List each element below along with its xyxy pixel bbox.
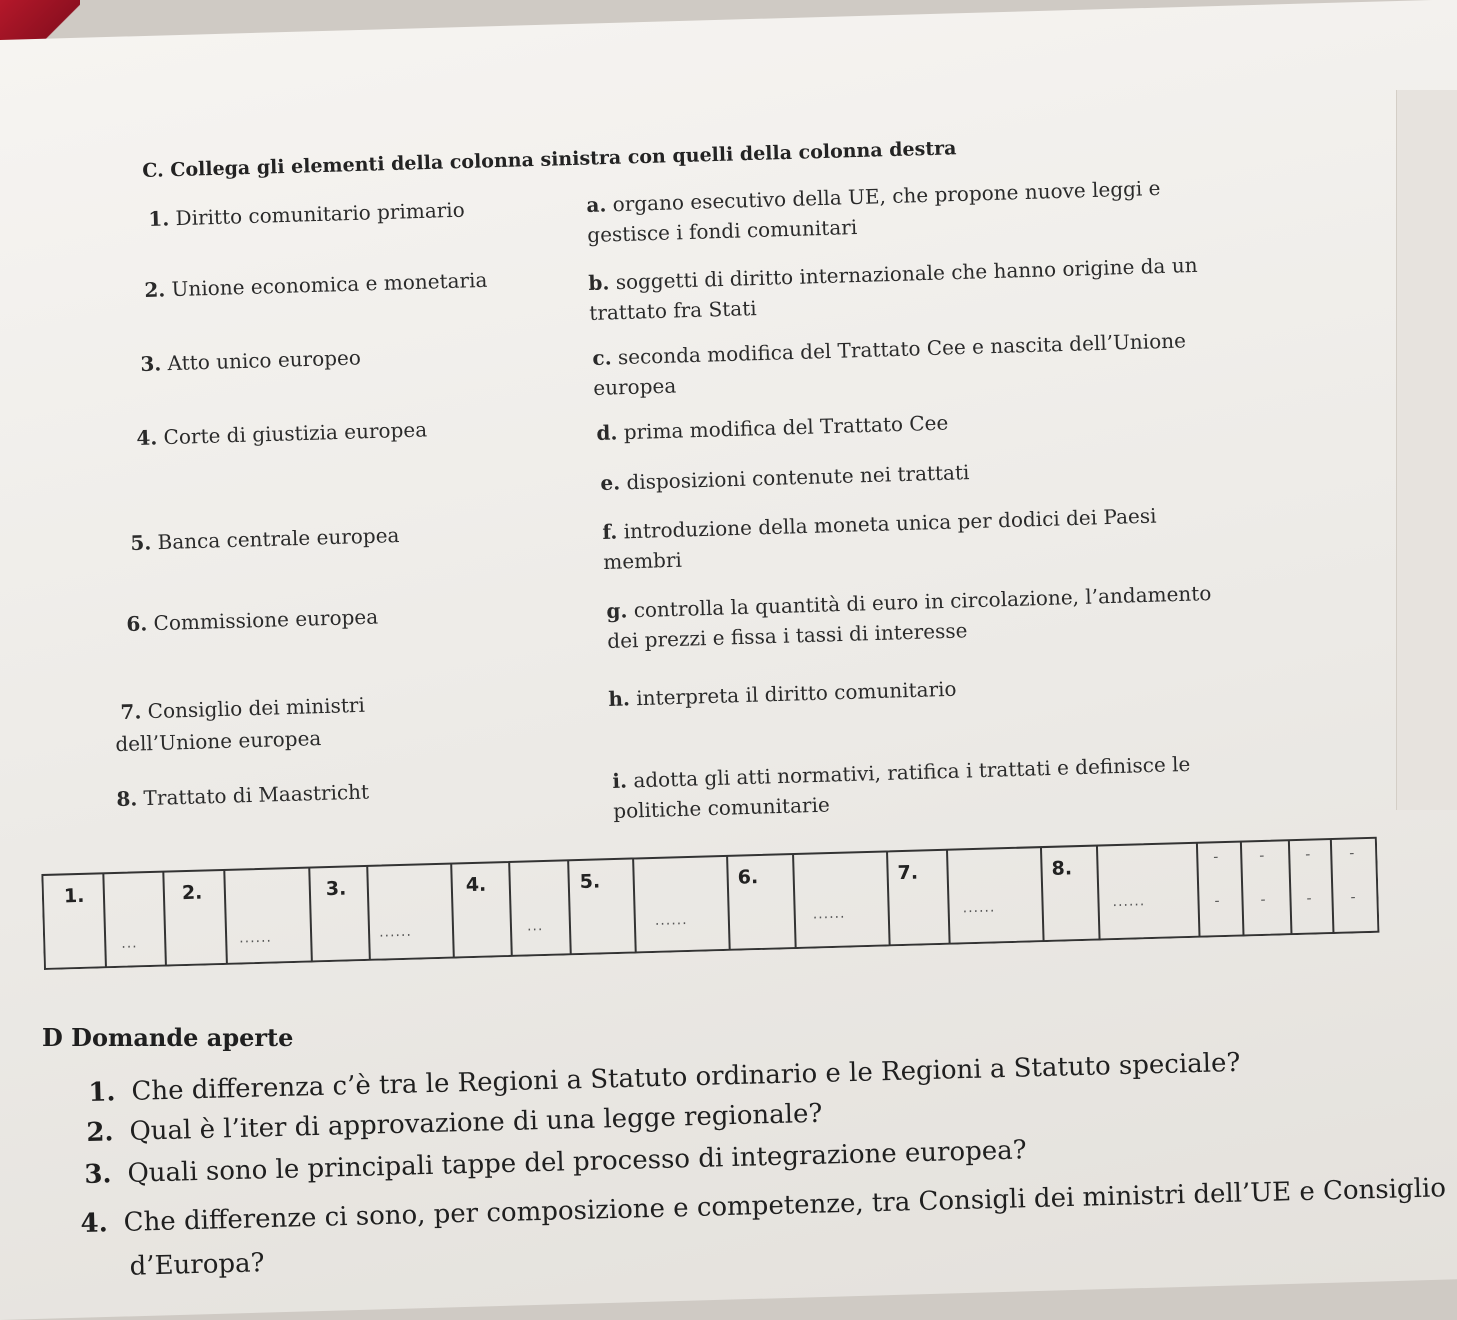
grid-dash-3: - [1305,846,1312,863]
question-3: 3. Quali sono le principali tappe del processo di integrazione europea? [84,1135,1027,1190]
grid-dash-8: - [1350,889,1357,906]
grid-label-7: 7. [897,861,919,885]
grid-blank-5[interactable]: ...... [654,912,688,929]
background-page-edge [1396,90,1457,810]
grid-blank-8[interactable]: ...... [1112,893,1146,911]
question-2: 2. Qual è l’iter di approvazione di una legge regionale? [86,1098,823,1148]
right-item-g: g. controlla la quantità di euro in circolazione, l’andamento dei prezzi e fissa i tassi di interesse [606,581,1212,653]
grid-blank-6[interactable]: ...... [812,905,846,923]
right-item-c: c. seconda modifica del Trattato Cee e nascita dell’Unione europea [592,328,1187,400]
left-item-4: 4. Corte di giustizia europea [136,417,428,450]
grid-blank-3[interactable]: ...... [378,923,413,941]
grid-blank-2[interactable]: ...... [238,929,273,947]
grid-dash-2: - [1259,847,1266,865]
grid-blank-7[interactable]: ...... [962,899,996,917]
section-c-title: C. Collega gli elementi della colonna sinistra con quelli della colonna destra [142,137,957,182]
right-item-e: e. disposizioni contenute nei trattati [600,460,970,495]
grid-dash-7: - [1306,890,1313,907]
grid-blank-1[interactable]: ... [121,935,138,952]
grid-label-1: 1. [63,884,85,908]
grid-label-4: 4. [465,873,487,897]
question-4: 4. Che differenze ci sono, per composizione e competenze, tra Consigli dei ministri dell’UE e Consiglio d’Europa? [80,1173,1447,1282]
grid-label-3: 3. [325,877,347,901]
grid-label-2: 2. [181,881,203,905]
grid-dash-1: - [1213,849,1220,866]
left-item-2: 2. Unione economica e monetaria [144,267,488,302]
section-d-title: D Domande aperte [42,1023,294,1052]
question-1: 1. Che differenza c’è tra le Regioni a Statuto ordinario e le Regioni a Statuto speciale? [88,1047,1241,1108]
grid-label-8: 8. [1051,857,1073,880]
left-item-6: 6. Commissione europea [126,604,379,636]
grid-blank-4[interactable]: ... [526,918,544,935]
right-item-a: a. organo esecutivo della UE, che propone nuove leggi e gestisce i fondi comunitari [586,175,1161,247]
left-item-1: 1. Diritto comunitario primario [148,197,466,231]
right-item-i: i. adotta gli atti normativi, ratifica i trattati e definisce le politiche comunitarie [612,751,1191,823]
grid-label-5: 5. [579,870,601,894]
left-item-7: 7. Consiglio dei ministri dell’Unione europea [115,692,366,757]
right-item-b: b. soggetti di diritto internazionale che hanno origine da un trattato fra Stati [588,252,1198,325]
grid-dash-4: - [1349,845,1356,862]
left-item-5: 5. Banca centrale europea [130,523,400,555]
grid-label-6: 6. [737,866,759,889]
right-item-f: f. introduzione della moneta unica per dodici dei Paesi membri [602,503,1157,574]
left-item-8: 8. Trattato di Maastricht [116,779,370,811]
left-item-3: 3. Atto unico europeo [140,345,362,376]
right-item-h: h. interpreta il diritto comunitario [608,676,957,711]
grid-dash-6: - [1260,891,1267,909]
grid-dash-5: - [1214,893,1221,910]
right-item-d: d. prima modifica del Trattato Cee [596,410,949,445]
